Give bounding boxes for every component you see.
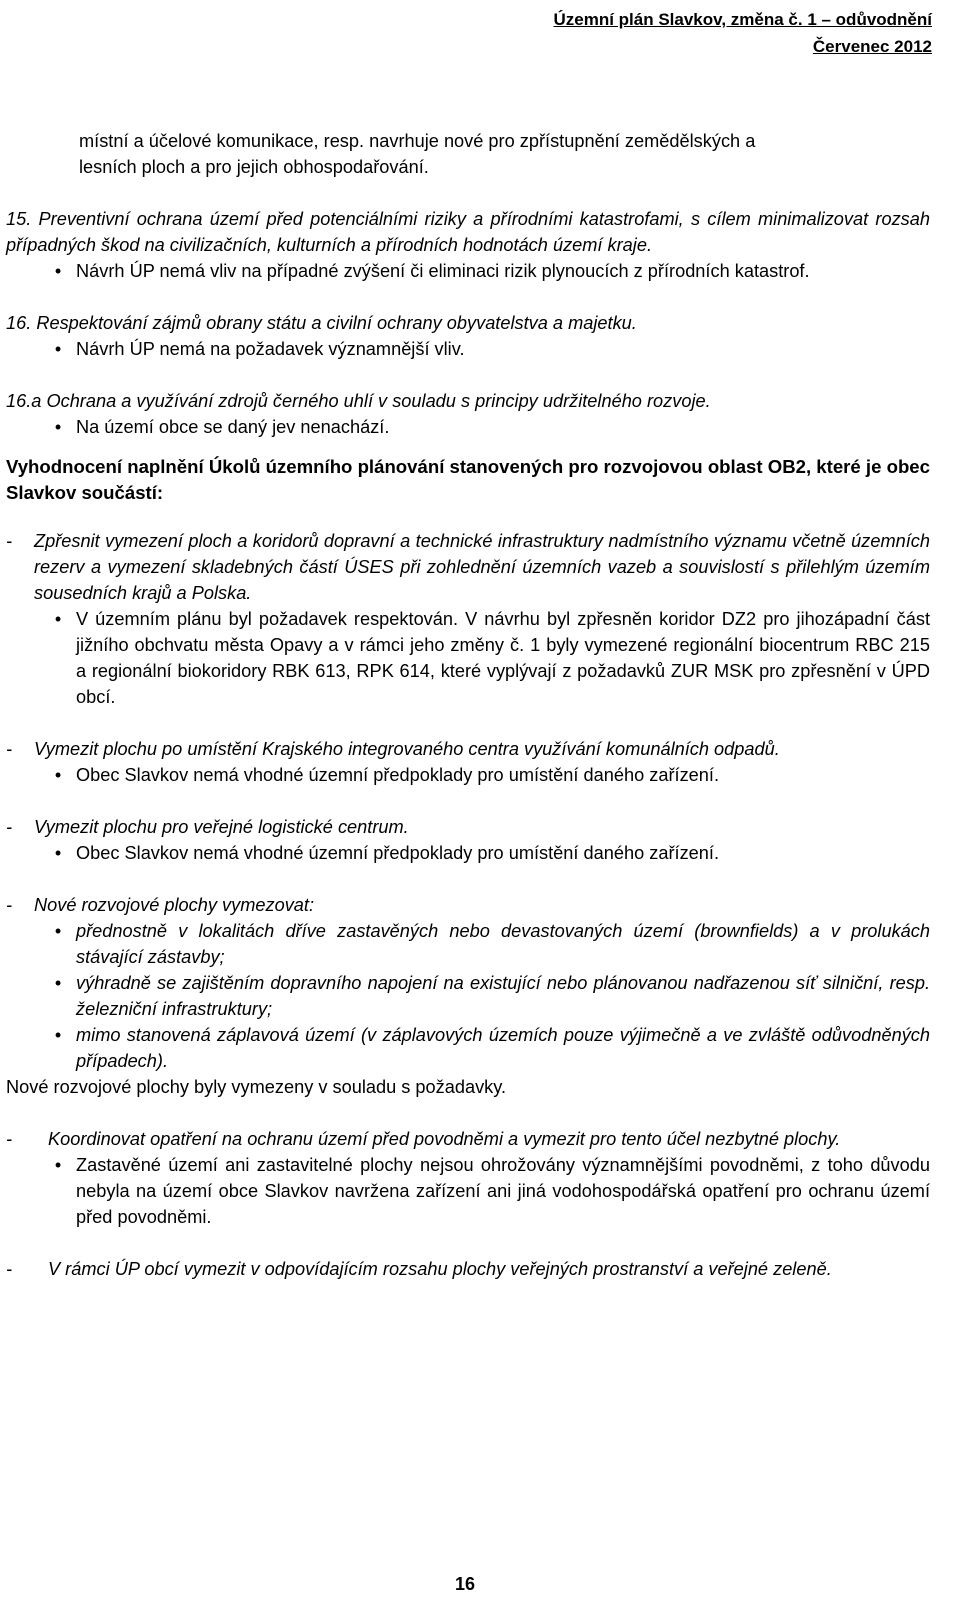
dash-marker: - bbox=[6, 895, 13, 915]
dash-marker: - bbox=[6, 817, 13, 837]
item-15: 15. Preventivní ochrana území před potenciálními riziky a přírodními katastrofami, s cílem minimalizovat rozsah případných škod na civilizačních, kulturních a přírodních hodnotách území kraje. bbox=[6, 209, 930, 255]
task-4-bullet-1 bbox=[6, 918, 930, 970]
bullet-icon: • bbox=[54, 843, 62, 863]
dash-marker: - bbox=[6, 739, 13, 759]
header-title: Územní plán Slavkov, změna č. 1 – odůvodnění bbox=[553, 10, 932, 29]
bullet-icon: • bbox=[54, 973, 62, 993]
task-4-bullet-3 bbox=[6, 1022, 930, 1074]
bullet-icon: • bbox=[54, 339, 62, 359]
item-16a-bullet bbox=[6, 414, 930, 440]
bullet-icon: • bbox=[54, 609, 62, 629]
header-date: Červenec 2012 bbox=[812, 37, 932, 56]
task-5-text: Koordinovat opatření na ochranu území před povodněmi a vymezit pro tento účel nezbytné plochy. bbox=[48, 1129, 841, 1149]
task-4 bbox=[6, 892, 930, 918]
item-16a: 16.a Ochrana a využívání zdrojů černého uhlí v souladu s principy udržitelného rozvoje. bbox=[6, 391, 711, 411]
task-4-bullet-1-text: přednostně v lokalitách dříve zastavěných nebo devastovaných území (brownfields) a v prolukách stávající zástavby; bbox=[76, 921, 930, 967]
page-content bbox=[6, 128, 930, 1282]
task-5-bullet bbox=[6, 1152, 930, 1230]
dash-marker: - bbox=[6, 1129, 13, 1149]
task-3-bullet-text: Obec Slavkov nemá vhodné územní předpoklady pro umístění daného zařízení. bbox=[76, 843, 720, 863]
dash-marker: - bbox=[6, 1259, 13, 1279]
task-1 bbox=[6, 528, 930, 606]
task-2-bullet bbox=[6, 762, 930, 788]
task-4-bullet-2 bbox=[6, 970, 930, 1022]
item-16: 16. Respektování zájmů obrany státu a civilní ochrany obyvatelstva a majetku. bbox=[6, 313, 637, 333]
task-3 bbox=[6, 814, 930, 840]
item-16-bullet bbox=[6, 336, 930, 362]
page-number: 16 bbox=[454, 1574, 476, 1594]
bullet-icon: • bbox=[54, 417, 62, 437]
task-2-bullet-text: Obec Slavkov nemá vhodné územní předpoklady pro umístění daného zařízení. bbox=[76, 765, 720, 785]
task-4-bullet-3-text: mimo stanovená záplavová území (v záplavových územích pouze výjimečně a ve zvláště odůvodněných případech). bbox=[76, 1025, 930, 1071]
bullet-icon: • bbox=[54, 765, 62, 785]
item-15-bullet bbox=[6, 258, 930, 284]
task-3-bullet bbox=[6, 840, 930, 866]
task-3-text: Vymezit plochu pro veřejné logistické centrum. bbox=[34, 817, 409, 837]
task-5 bbox=[6, 1126, 930, 1152]
paragraph-continuation-line2: lesních ploch a pro jejich obhospodařování. bbox=[79, 157, 429, 177]
task-5-bullet-text: Zastavěné území ani zastavitelné plochy nejsou ohrožovány významnějšími povodněmi, z toho důvodu nebyla na území obce Slavkov navržena zařízení ani jiná vodohospodářská opatření pro ochranu území před povodněmi. bbox=[76, 1155, 930, 1227]
bullet-icon: • bbox=[54, 1155, 62, 1175]
task-4-bullet-2-text: výhradně se zajištěním dopravního napojení na existující nebo plánovanou nadřazenou síť silniční, resp. železniční infrastruktury; bbox=[76, 973, 930, 1019]
task-1-text: Zpřesnit vymezení ploch a koridorů dopravní a technické infrastruktury nadmístního významu včetně územních rezerv a vymezení skladebných částí ÚSES při zohlednění územních vazeb a souvislostí s přilehlým územím sousedních krajů a Polska. bbox=[34, 531, 930, 603]
bullet-icon: • bbox=[54, 261, 62, 281]
task-2-text: Vymezit plochu po umístění Krajského integrovaného centra využívání komunálních odpadů. bbox=[34, 739, 780, 759]
dash-marker: - bbox=[6, 531, 13, 551]
task-1-bullet-text: V územním plánu byl požadavek respektován. V návrhu byl zpřesněn koridor DZ2 pro jihozápadní část jižního obchvatu města Opavy a v rámci jeho změny č. 1 byly vymezené regionální biocentrum RBC 215 a regionální biokoridory RBK 613, RPK 614, které vyplývají z požadavků ZUR MSK pro zpřesnění v ÚPD obcí. bbox=[76, 609, 930, 707]
task-4-result: Nové rozvojové plochy byly vymezeny v souladu s požadavky. bbox=[6, 1077, 507, 1097]
task-2 bbox=[6, 736, 930, 762]
paragraph-continuation-line1: místní a účelové komunikace, resp. navrhuje nové pro zpřístupnění zemědělských a bbox=[79, 131, 756, 151]
item-16a-bullet-text: Na území obce se daný jev nenachází. bbox=[76, 417, 390, 437]
bullet-icon: • bbox=[54, 921, 62, 941]
task-6 bbox=[6, 1256, 930, 1282]
task-6-text: V rámci ÚP obcí vymezit v odpovídajícím rozsahu plochy veřejných prostranství a veřejné zeleně. bbox=[48, 1259, 832, 1279]
page-header bbox=[553, 6, 932, 60]
section-heading: Vyhodnocení naplnění Úkolů územního plánování stanovených pro rozvojovou oblast OB2, které je obec Slavkov součástí: bbox=[6, 456, 930, 503]
item-15-bullet-text: Návrh ÚP nemá vliv na případné zvýšení či eliminaci rizik plynoucích z přírodních katastrof. bbox=[76, 261, 810, 281]
item-16-bullet-text: Návrh ÚP nemá na požadavek významnější vliv. bbox=[76, 339, 465, 359]
task-4-text: Nové rozvojové plochy vymezovat: bbox=[34, 895, 315, 915]
task-1-bullet bbox=[6, 606, 930, 710]
bullet-icon: • bbox=[54, 1025, 62, 1045]
